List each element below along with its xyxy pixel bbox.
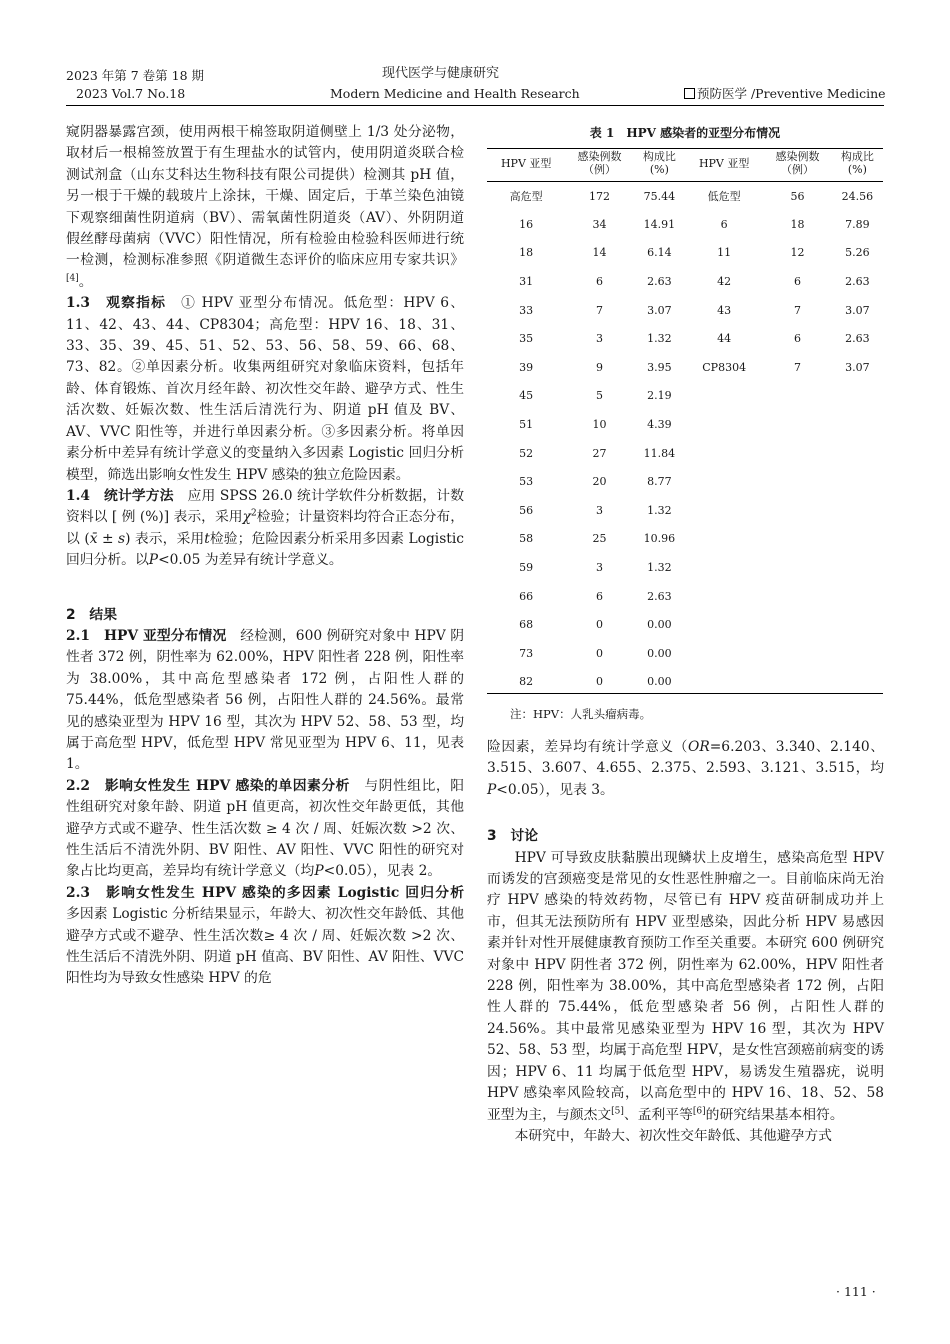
table-cell [832,553,883,582]
table-row [487,553,883,582]
table-cell [832,582,883,611]
table-cell: 1.32 [647,332,672,346]
table-cell [763,553,831,582]
table-cell [763,382,831,411]
table-cell: 3 [596,560,604,574]
table-cell: 3.07 [647,303,672,317]
journal-title-cn: 现代医学与健康研究 [382,66,500,81]
section-3-heading: 3 讨论 [487,828,538,845]
table-cell [685,668,763,697]
table1-header-cell: 感染例数 （例） [565,148,633,182]
table-cell: 6 [596,274,604,288]
table-cell [763,467,831,496]
table-cell: 0.00 [647,618,672,632]
section-2-heading: 2 结果 [66,606,117,623]
right-column [487,737,884,1147]
table-row [487,210,883,239]
table-cell: 12 [790,246,805,260]
table-cell: 25 [592,532,607,546]
table1-header-cell: 构成比 (%) [634,148,685,182]
table-cell: 43 [717,303,732,317]
table-cell: 66 [519,589,534,603]
table-cell: 1.32 [647,560,672,574]
table-cell [832,668,883,697]
table-cell: 3.07 [845,303,870,317]
table-cell: 68 [519,618,534,632]
table-cell: 59 [519,560,534,574]
table-cell [832,610,883,639]
table-cell: 1.32 [647,503,672,517]
table1-header-cell: HPV 亚型 [487,148,565,182]
section-2-3: 2.3 影响女性发生 HPV 感染的多因素 Logistic 回归分析 多因素 Logistic 分析结果显示，年龄大、初次性交年龄低、其他避孕方式或不避孕、性生活次数≥ 4 次 / 周、妊娠次数 >2 次、性生活后不清洗外阴、阴道 pH 值高、BV 阳性、AV 阳性、VVC 阳性均为导致女性感染 HPV 的危 [66,884,464,987]
table-cell: 2.63 [845,332,870,346]
table-cell [763,610,831,639]
table-cell: 58 [519,532,534,546]
table-cell [685,439,763,468]
table-cell: 7.89 [845,217,870,231]
left-column [66,122,464,990]
table-cell: 14.91 [643,217,676,231]
table-cell: 56 [790,189,805,203]
table-cell: 16 [519,217,534,231]
table-cell: 11.84 [643,446,676,460]
table-row [487,353,883,382]
table1-header-cell: HPV 亚型 [685,148,763,182]
table-cell: 14 [592,246,607,260]
table-cell: 35 [519,332,534,346]
table-cell: 低危型 [707,190,741,203]
table-cell [763,496,831,525]
table-cell: 2.19 [647,389,672,403]
page-number: · 111 · [836,1284,876,1299]
table-cell [832,496,883,525]
table-cell: 172 [589,189,611,203]
table1-header-cell: 构成比 (%) [832,148,883,182]
paragraph-methods-end: 窥阴器暴露宫颈，使用两根干棉签取阴道侧壁上 1/3 处分泌物，取材后一根棉签放置于有生理盐水的试管内，使用阴道炎联合检测试剂盒（山东艾科达生物科技有限公司提供）检测其 pH 值，另一根于干燥的载玻片上涂抹，干燥、固定后，于革兰染色油镜下观察细菌性阴道病（BV）、需氧菌性阴道炎（AV）、外阴阴道假丝酵母菌病（VVC）阳性情况，所有检验由检验科医师进行统一检测，检测标准参照《阴道微生态评价的临床应用专家共识》[4]。 [66,124,464,290]
table-cell [763,668,831,697]
table-cell [685,382,763,411]
section-1-3: 1.3 观察指标 ① HPV 亚型分布情况。低危型：HPV 6、11、42、43、44、CP8304；高危型：HPV 16、18、31、33、35、39、45、51、52、53、56、58、59、66、68、73、82。②单因素分析。收集两组研究对象临床资料，包括年龄、体育锻炼、首次月经年龄、初次性交年龄、避孕方式、性生活次数、妊娠次数、性生活后清洗行为、阴道 pH 值及 BV、AV、VVC 阳性等，并进行单因素分析。③多因素分析。将单因素分析中差异有统计学意义的变量纳入多因素 Logistic 回归分析模型，筛选出影响女性发生 HPV 感染的独立危险因素。 [66,295,464,483]
table-cell: 高危型 [509,190,543,203]
table-cell [685,582,763,611]
table-cell: 10.96 [643,532,676,546]
table-cell: 3.95 [647,360,672,374]
section-2-1: 2.1 HPV 亚型分布情况 经检测，600 例研究对象中 HPV 阴性者 372 例，阴性率为 62.00%，HPV 阳性者 228 例，阳性率为 38.00%，其中高危型感染者 172 例，占阳性人群的 75.44%，低危型感染者 56 例，占阳性人群的 24.56%。最常见的感染亚型为 HPV 16 型，其次为 HPV 52、58、53 型，均属于高危型 HPV，低危型 HPV 常见亚型为 HPV 6、11，见表 1。 [66,627,464,773]
table-cell: 44 [717,332,732,346]
table-cell [763,639,831,668]
table1-header-cell: 感染例数 （例） [763,148,831,182]
table-cell: 56 [519,503,534,517]
table-cell [685,467,763,496]
table1 [487,148,883,696]
table-cell [763,582,831,611]
table-cell [832,525,883,554]
table-row [487,382,883,411]
table-cell: 2.63 [647,274,672,288]
table-cell [685,496,763,525]
square-icon [684,88,695,99]
table-cell: 7 [794,360,802,374]
table-cell: 5 [596,389,604,403]
table-cell: 0 [596,675,604,689]
table-cell [763,439,831,468]
table-cell: 0.00 [647,646,672,660]
table-cell: 18 [790,217,805,231]
table-row [487,610,883,639]
table-cell [685,553,763,582]
table-cell: 6 [794,332,802,346]
table-cell: 3.07 [845,360,870,374]
table-row [487,267,883,296]
table-cell: 5.26 [845,246,870,260]
table-row [487,439,883,468]
table-cell: 7 [596,303,604,317]
table-cell: 6 [596,589,604,603]
table-cell: 6.14 [647,246,672,260]
discussion-paragraph-2: 本研究中，年龄大、初次性交年龄低、其他避孕方式 [514,1127,832,1144]
table-cell: 3 [596,332,604,346]
table-row [487,182,883,211]
table-row [487,525,883,554]
header-rule [66,105,884,106]
section-1-4: 1.4 统计学方法 应用 SPSS 26.0 统计学软件分析数据，计数资料以 [ 例 (%)] 表示，采用$\chi^2$检验；计量资料均符合正态分布，以 (x̄ ± s) 表示，采用t检验；危险因素分析采用多因素 Logistic 回归分析。以P<0.05 为差异有统计学意义。 [66,487,464,569]
paragraph-2-3-cont: 险因素，差异均有统计学意义（OR=6.203、3.340、2.140、3.515、3.607、4.655、2.375、2.593、3.121、3.515，均P<0.05），见表 3。 [487,739,884,798]
table-cell: 82 [519,675,534,689]
table-cell: 53 [519,475,534,489]
table-cell: 51 [519,417,534,431]
table-cell: 33 [519,303,534,317]
table-cell: 10 [592,417,607,431]
table1-title: 表 1 HPV 感染者的亚型分布情况 [589,126,781,140]
section-label: 预防医学 /Preventive Medicine [684,86,886,102]
table-cell [763,410,831,439]
table-cell: 2.63 [845,274,870,288]
table-cell: 39 [519,360,534,374]
discussion-paragraph-1: HPV 可导致皮肤黏膜出现鳞状上皮增生，感染高危型 HPV 而诱发的宫颈癌变是常见的女性恶性肿瘤之一。目前临床尚无治疗 HPV 感染的特效药物，尽管已有 HPV 疫苗研制成功并上市，但其无法预防所有 HPV 亚型感染，因此分析 HPV 易感因素并针对性开展健康教育预防工作至关重要。本研究 600 例研究对象中 HPV 阴性者 372 例，阴性率为 62.00%，HPV 阳性者 228 例，阳性率为 38.00%，其中高危型感染者 172 例，占阳性人群的 75.44%，低危型感染者 56 例，占阳性人群的 24.56%。其中最常见感染亚型为 HPV 16 型，其次为 HPV 52、58、53 型，均属于高危型 HPV，是女性宫颈癌前病变的诱因；HPV 6、11 均属于低危型 HPV，易诱发生殖器疣，说明 HPV 感染率风险较高，以高危型中的 HPV 16、18、52、58 亚型为主，与颜杰文[5]、孟利平等[6]的研究结果基本相符。 [487,849,884,1123]
table-cell: 73 [519,646,534,660]
issue-en: 2023 Vol.7 No.18 [76,86,186,101]
table-row [487,296,883,325]
table-cell [832,410,883,439]
table-cell: 75.44 [643,189,676,203]
table-cell [685,525,763,554]
table-cell: 52 [519,446,534,460]
table-cell: 0 [596,646,604,660]
table-row [487,239,883,268]
table-cell: 7 [794,303,802,317]
table1-note: 注：HPV：人乳头瘤病毒。 [510,707,652,721]
table-cell: 6 [720,217,728,231]
table1-bottom-rule [487,693,883,694]
journal-title-en: Modern Medicine and Health Research [330,86,580,101]
table-cell: 8.77 [647,475,672,489]
table-cell [685,610,763,639]
section-2-2: 2.2 影响女性发生 HPV 感染的单因素分析 与阴性组比，阳性组研究对象年龄、阴道 pH 值更高，初次性交年龄更低，其他避孕方式或不避孕、性生活次数 ≥ 4 次 / 周、妊娠次数 >2 次、性生活后不清洗外阴、BV 阳性、AV 阳性、VVC 阳性的研究对象占比均更高，差异均有统计学意义（均P<0.05），见表 2。 [66,777,465,880]
table-row [487,410,883,439]
table-cell: 31 [519,274,534,288]
table-cell: 11 [717,246,732,260]
table-cell [685,639,763,668]
table-cell: 6 [794,274,802,288]
table1-header-row [487,148,883,182]
table-cell: 18 [519,246,534,260]
table-row [487,668,883,697]
table-cell: 34 [592,217,607,231]
table-row [487,467,883,496]
table-cell: 24.56 [841,189,874,203]
table-cell: 27 [592,446,607,460]
table-row [487,324,883,353]
table-cell: 20 [592,475,607,489]
table-cell [832,382,883,411]
table-cell [832,639,883,668]
table-cell: 0 [596,618,604,632]
table-cell [832,439,883,468]
table-row [487,639,883,668]
table-row [487,496,883,525]
table-cell: 4.39 [647,417,672,431]
table-cell: 3 [596,503,604,517]
table-cell: CP8304 [702,360,747,374]
table-cell [685,410,763,439]
table-row [487,582,883,611]
table-cell [832,467,883,496]
table-cell: 45 [519,389,534,403]
issue-cn: 2023 年第 7 卷第 18 期 [66,68,205,83]
table-cell: 0.00 [647,675,672,689]
table-cell: 2.63 [647,589,672,603]
table-cell: 9 [596,360,604,374]
table-cell: 42 [717,274,732,288]
table-cell [763,525,831,554]
